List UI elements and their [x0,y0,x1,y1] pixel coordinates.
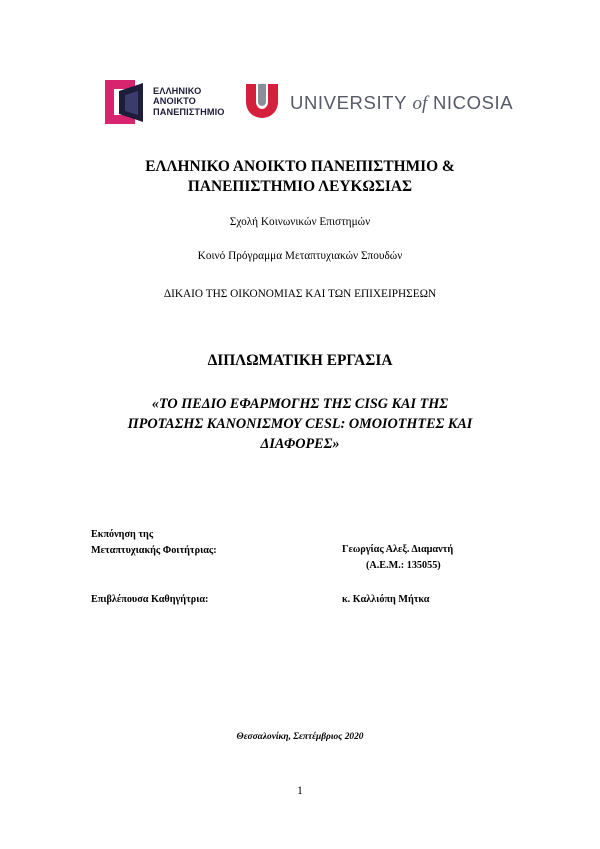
unic-logo-university: UNIVERSITY [290,92,407,113]
institution-heading [0,157,600,196]
document-type: ΔΙΠΛΩΜΑΤΙΚΗ ΕΡΓΑΣΙΑ [207,352,393,369]
author-label [91,527,217,558]
page-number: 1 [297,785,303,797]
unic-logo-text [290,92,513,115]
institution-line-2: ΠΑΝΕΠΙΣΤΗΜΙΟ ΛΕΥΚΩΣΙΑΣ [187,177,413,195]
eap-logo-text [153,86,225,117]
eap-logo-line: ΠΑΝΕΠΙΣΤΗΜΙΟ [153,106,225,117]
institution-line-1: ΕΛΛΗΝΙΚΟ ΑΝΟΙΚΤΟ ΠΑΝΕΠΙΣΤΗΜΙΟ & [145,158,455,175]
unic-logo [244,82,514,122]
author-id: (Α.Ε.Μ.: 135055) [366,560,441,571]
author-label-line-1: Εκπόνηση της [91,529,154,540]
supervisor-name: κ. Καλλιόπη Μήτκα [342,594,430,605]
program-name: Κοινό Πρόγραμμα Μεταπτυχιακών Σπουδών [197,250,403,262]
eap-logo-icon [105,78,151,126]
eap-logo-line: ΕΛΛΗΝΙΚΟ [153,86,202,96]
specialization-name: ΔΙΚΑΙΟ ΤΗΣ ΟΙΚΟΝΟΜΙΑΣ ΚΑΙ ΤΩΝ ΕΠΙΧΕΙΡΗΣΕΩΝ [163,288,437,300]
unic-logo-city: NICOSIA [432,92,514,113]
eap-logo [105,78,227,126]
place-date: Θεσσαλονίκη, Σεπτέμβριος 2020 [236,732,364,742]
supervisor-label: Επιβλέπουσα Καθηγήτρια: [91,594,209,605]
unic-shield-icon [244,82,280,120]
author-name: Γεωργίας Αλεξ. Διαμαντή [342,544,454,555]
author-label-line-2: Μεταπτυχιακής Φοιτήτριας: [91,544,217,556]
eap-logo-line: ΑΝΟΙΚΤΟ [153,96,196,107]
school-name: Σχολή Κοινωνικών Επιστημών [229,216,371,228]
unic-logo-of: of [412,93,428,114]
logo-bar [0,78,600,128]
thesis-title: «ΤΟ ΠΕΔΙΟ ΕΦΑΡΜΟΓΗΣ ΤΗΣ CISG ΚΑΙ ΤΗΣ ΠΡΟΤΑΣΗΣ ΚΑΝΟΝΙΣΜΟΥ CESL: ΟΜΟΙΟΤΗΤΕΣ ΚΑΙ ΔΙΑΦΟΡΕΣ» [127,396,473,452]
